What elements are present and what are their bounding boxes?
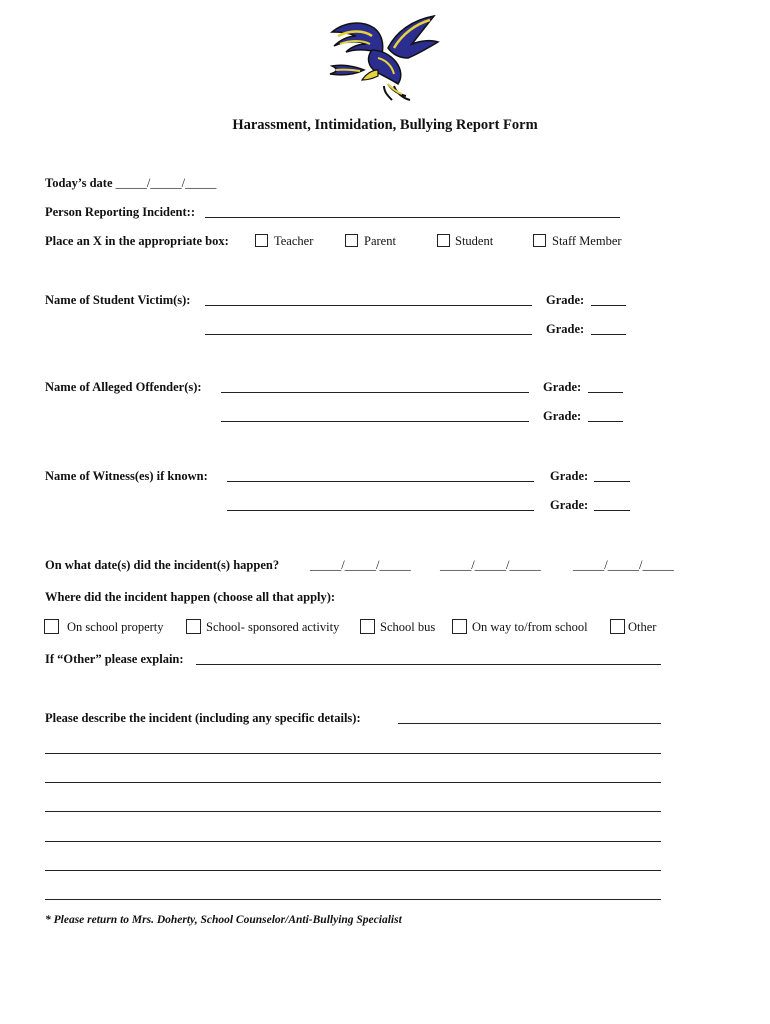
on-school-property-checkbox[interactable] <box>44 619 59 634</box>
witness-grade-field-2[interactable] <box>594 498 630 511</box>
victim-grade-label-1: Grade: <box>546 293 585 307</box>
witness-grade-label-2: Grade: <box>550 498 589 512</box>
school-sponsored-activity-checkbox[interactable] <box>186 619 201 634</box>
parent-option-label: Parent <box>364 234 396 248</box>
offender-grade-label-1: Grade: <box>543 380 582 394</box>
staff-member-checkbox[interactable] <box>533 234 546 247</box>
student-checkbox[interactable] <box>437 234 450 247</box>
todays-date-field[interactable]: _____/_____/_____ <box>115 176 217 190</box>
witness-field-2[interactable] <box>227 498 534 511</box>
school-sponsored-activity-label: School- sponsored activity <box>206 620 340 634</box>
eagle-mascot-logo <box>322 14 444 102</box>
description-line-5[interactable] <box>45 858 661 871</box>
offender-grade-field-2[interactable] <box>588 409 623 422</box>
offender-field-2[interactable] <box>221 409 529 422</box>
offender-field-1[interactable] <box>221 380 529 393</box>
school-bus-label: School bus <box>380 620 436 634</box>
form-title: Harassment, Intimidation, Bullying Report Form <box>232 117 538 133</box>
victim-field-1[interactable] <box>205 293 532 306</box>
victim-field-2[interactable] <box>205 322 532 335</box>
victim-label: Name of Student Victim(s): <box>45 293 191 307</box>
return-instructions: * Please return to Mrs. Doherty, School Counselor/Anti-Bullying Specialist <box>45 914 402 926</box>
on-school-property-label: On school property <box>67 620 164 634</box>
description-label: Please describe the incident (including any specific details): <box>45 711 361 725</box>
witness-grade-label-1: Grade: <box>550 469 589 483</box>
todays-date-label-text: Today’s date <box>45 176 113 190</box>
witness-grade-field-1[interactable] <box>594 469 630 482</box>
location-label: Where did the incident happen (choose all that apply): <box>45 590 336 604</box>
description-field-first-line[interactable] <box>398 711 661 724</box>
victim-grade-label-2: Grade: <box>546 322 585 336</box>
incident-dates-label: On what date(s) did the incident(s) happen? <box>45 558 280 572</box>
offender-grade-label-2: Grade: <box>543 409 582 423</box>
parent-checkbox[interactable] <box>345 234 358 247</box>
incident-date-field-2[interactable]: _____/_____/_____ <box>440 558 541 572</box>
description-line-4[interactable] <box>45 829 661 842</box>
person-reporting-label: Person Reporting Incident:: <box>45 205 195 219</box>
other-explain-label: If “Other” please explain: <box>45 652 184 666</box>
witness-field-1[interactable] <box>227 469 534 482</box>
student-option-label: Student <box>455 234 494 248</box>
description-line-1[interactable] <box>45 741 661 754</box>
teacher-checkbox[interactable] <box>255 234 268 247</box>
teacher-option-label: Teacher <box>274 234 314 248</box>
way-to-from-school-checkbox[interactable] <box>452 619 467 634</box>
description-line-6[interactable] <box>45 887 661 900</box>
witness-label: Name of Witness(es) if known: <box>45 469 208 483</box>
person-reporting-field[interactable] <box>205 205 620 218</box>
other-explain-field[interactable] <box>196 652 661 665</box>
staff-member-option-label: Staff Member <box>552 234 622 248</box>
role-choice-label: Place an X in the appropriate box: <box>45 234 229 248</box>
description-line-2[interactable] <box>45 770 661 783</box>
incident-date-field-3[interactable]: _____/_____/_____ <box>573 558 674 572</box>
victim-grade-field-2[interactable] <box>591 322 626 335</box>
incident-date-field-1[interactable]: _____/_____/_____ <box>310 558 411 572</box>
way-to-from-school-label: On way to/from school <box>472 620 588 634</box>
other-location-label: Other <box>628 620 657 634</box>
offender-grade-field-1[interactable] <box>588 380 623 393</box>
todays-date-label <box>45 176 216 191</box>
victim-grade-field-1[interactable] <box>591 293 626 306</box>
school-bus-checkbox[interactable] <box>360 619 375 634</box>
description-line-3[interactable] <box>45 799 661 812</box>
other-location-checkbox[interactable] <box>610 619 625 634</box>
offender-label: Name of Alleged Offender(s): <box>45 380 202 394</box>
